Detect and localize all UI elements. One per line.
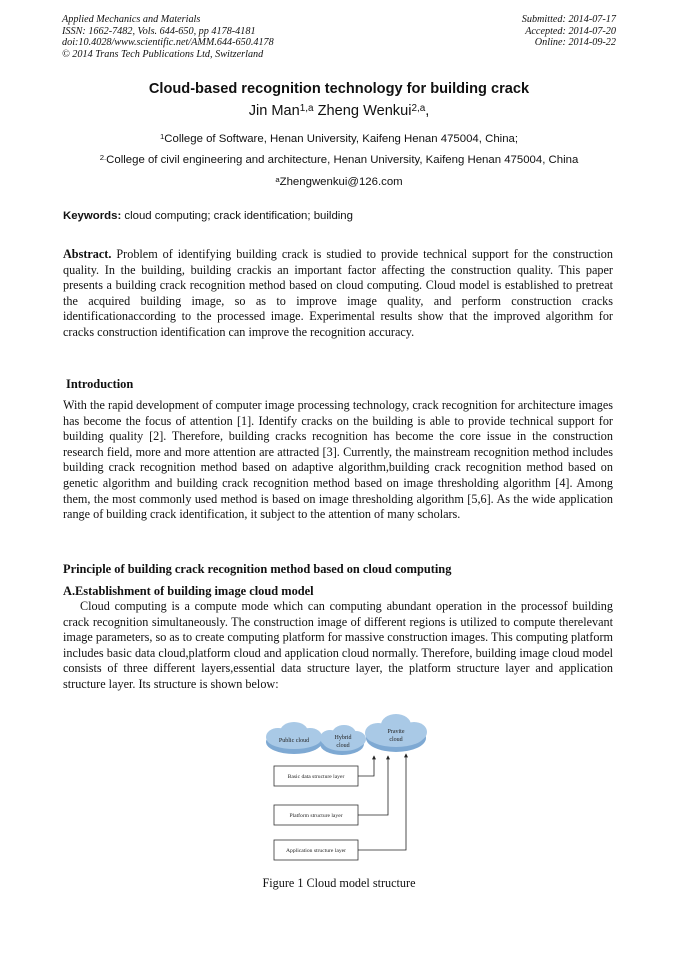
- email-marker: a: [275, 174, 280, 184]
- platform-layer-label: Platform structure layer: [289, 813, 343, 819]
- author-superscript: 1,a: [299, 102, 314, 114]
- email-address: Zhengwenkui@126.com: [279, 176, 403, 188]
- keywords: [63, 210, 353, 222]
- basic-to-cloud-arrow: [358, 756, 374, 776]
- abstract-text: Problem of identifying building crack is studied to provide technical support for the construction quality. In the building, building crackis an important factor affecting the construction quality. This paper presents a building crack recognition method based on cloud computing. Cloud model is established to pretreat the acquired building image, so as to improve image quality, and perform construction cracks identificationaccording to the processed image. Experimental results show that the improved algorithm for cracks construction identification can improve the recognition accuracy.: [63, 247, 613, 339]
- hybrid-cloud-label-1: Hybrid: [334, 735, 352, 741]
- hybrid-cloud-label-2: cloud: [336, 743, 350, 749]
- copyright-line: © 2014 Trans Tech Publications Ltd, Switzerland: [62, 48, 264, 60]
- abstract-paragraph: [63, 247, 613, 341]
- affiliation-text: College of civil engineering and architecture, Henan University, Kaifeng Henan 475004, China: [106, 154, 579, 166]
- paper-title: Cloud-based recognition technology for building crack: [148, 81, 530, 97]
- journal-header: [62, 14, 274, 60]
- affiliation-text: College of Software, Henan University, Kaifeng Henan 475004, China;: [164, 133, 519, 145]
- introduction-heading: Introduction: [66, 377, 134, 391]
- online-date: Online: 2014-09-22: [534, 37, 616, 49]
- author-email: [0, 176, 678, 188]
- platform-to-cloud-arrow: [358, 756, 388, 815]
- author-superscript: 2,a: [411, 102, 426, 114]
- author-line: [0, 103, 678, 119]
- author-name: Zheng Wenkui: [313, 103, 412, 119]
- doi-line: doi:10.4028/www.scientific.net/AMM.644-650.4178: [62, 37, 274, 49]
- submitted-date: Submitted: 2014-07-17: [521, 14, 616, 25]
- application-to-cloud-arrow: [358, 754, 406, 850]
- cloud-model-diagram: [256, 708, 436, 868]
- keywords-text: cloud computing; crack identification; building: [121, 210, 353, 222]
- accepted-date: Accepted: 2014-07-20: [525, 25, 616, 37]
- public-cloud-label: Public cloud: [278, 738, 310, 744]
- affiliation-marker: 1: [159, 131, 165, 141]
- affiliation-marker: 2.: [99, 152, 107, 162]
- introduction-paragraph: With the rapid development of computer image processing technology, crack recognition for architecture images has become the focus of attention [1]. Identify cracks on the building is able to provide technical support for building quality [2]. Therefore, building cracks recognition has become the core issue in the construction research field, more and more attention are attracted [3]. Currently, the mainstream recognition method includes building crack recognition method based on adaptive algorithm,building crack recognition method based on genetic algorithm and building crack recognition method based on image thresholding algorithm [4]. Among them, the most commonly used method is based on image thresholding algorithm [5,6]. As the wide application range of building crack identification, it subject to the attention of many scholars.: [63, 398, 613, 522]
- figure-caption: Figure 1 Cloud model structure: [262, 876, 416, 890]
- affiliation-2: [0, 154, 678, 166]
- dates-header: [522, 14, 616, 49]
- private-cloud-label-1: Pravite: [387, 729, 405, 735]
- section-heading: Principle of building crack recognition method based on cloud computing: [63, 562, 452, 576]
- section-paragraph: Cloud computing is a compute mode which can computing abundant operation in the processof building crack recognition simultaneously. The construction image of different regions is utilized to compute therelevant image parameters, so as to create computing platform for massive construction images. This computing platform includes basic data cloud,platform cloud and application cloud normally. Therefore, building image cloud model consists of three different layers,essential data structure layer, the platform structure layer and application structure layer. Its structure is shown below:: [63, 599, 613, 691]
- affiliation-1: [0, 133, 678, 145]
- application-layer-label: Application structure layer: [286, 848, 346, 854]
- keywords-label: Keywords:: [63, 210, 122, 222]
- author-name: Jin Man: [248, 103, 300, 119]
- basic-data-layer-label: Basic data structure layer: [287, 774, 345, 780]
- abstract-label: Abstract.: [63, 247, 112, 261]
- issn-line: ISSN: 1662-7482, Vols. 644-650, pp 4178-4181: [62, 25, 256, 37]
- journal-name: Applied Mechanics and Materials: [62, 14, 201, 25]
- cloud-model-figure: [256, 708, 436, 868]
- private-cloud-label-2: cloud: [389, 737, 403, 743]
- author-trail: ,: [425, 103, 430, 119]
- subsection-heading: A.Establishment of building image cloud model: [63, 584, 314, 598]
